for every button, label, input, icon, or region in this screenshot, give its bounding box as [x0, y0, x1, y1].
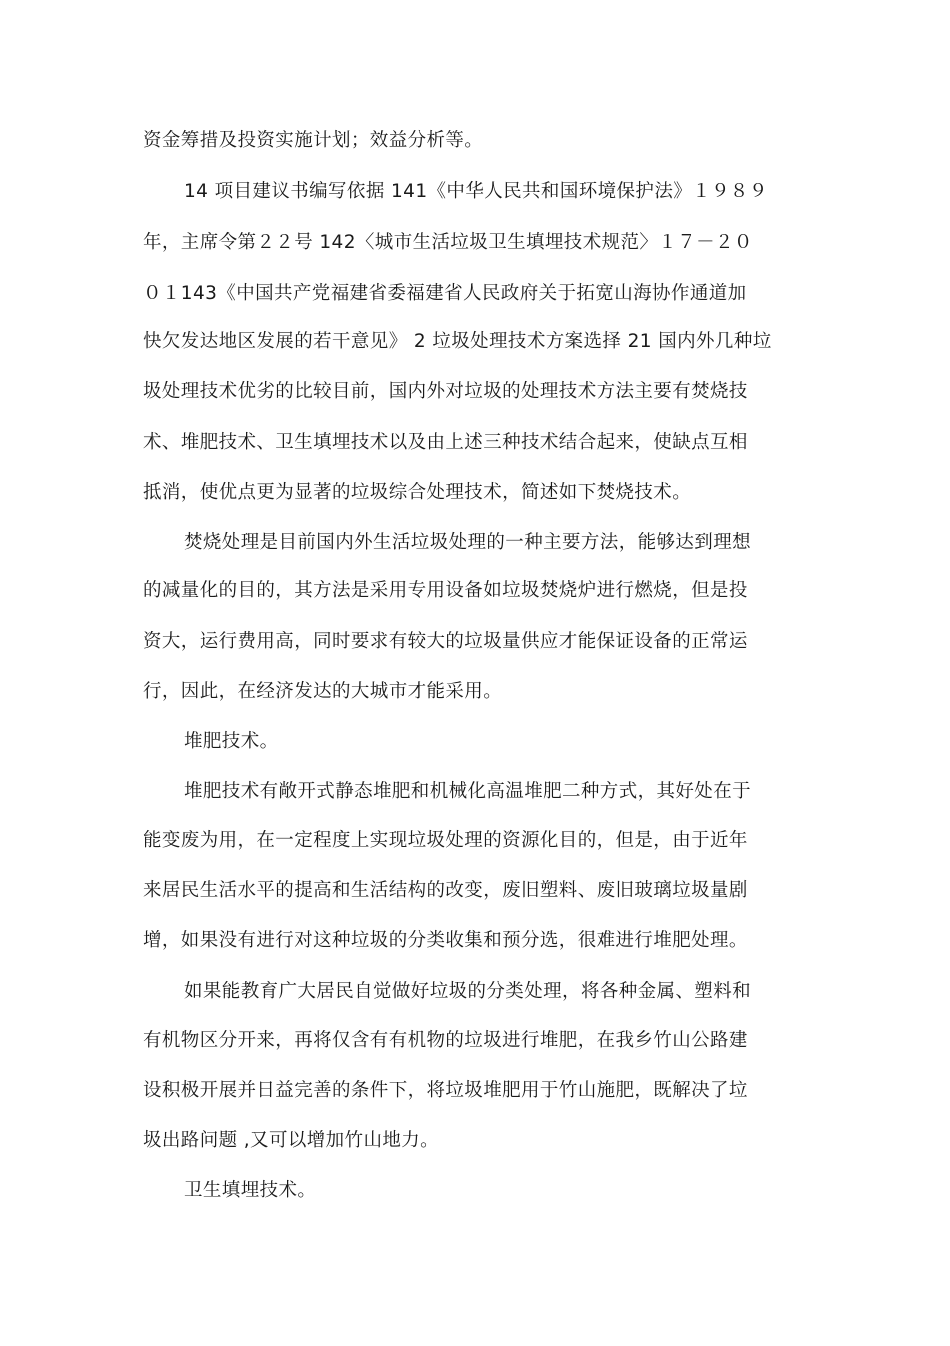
text-line-4: ０１143《中国共产党福建省委福建省人民政府关于拓宽山海协作通道加: [143, 283, 747, 304]
text-line-6: 圾处理技术优劣的比较目前，国内外对垃圾的处理技术方法主要有焚烧技: [143, 381, 748, 402]
text-line-13: 堆肥技术。: [184, 731, 279, 752]
text-line-1: 资金筹措及投资实施计划；效益分析等。: [143, 130, 484, 151]
text-line-12: 行，因此，在经济发达的大城市才能采用。: [143, 681, 503, 702]
text-line-9: 焚烧处理是目前国内外生活垃圾处理的一种主要方法，能够达到理想: [184, 532, 752, 553]
text-line-17: 增，如果没有进行对这种垃圾的分类收集和预分选，很难进行堆肥处理。: [143, 930, 748, 951]
text-line-10: 的减量化的目的，其方法是采用专用设备如垃圾焚烧炉进行燃烧，但是投: [143, 580, 748, 601]
text-line-14: 堆肥技术有敞开式静态堆肥和机械化高温堆肥二种方式，其好处在于: [184, 781, 752, 802]
text-line-8: 抵消，使优点更为显著的垃圾综合处理技术，简述如下焚烧技术。: [143, 482, 692, 503]
text-line-15: 能变废为用，在一定程度上实现垃圾处理的资源化目的，但是，由于近年: [143, 830, 748, 851]
text-line-20: 设积极开展并日益完善的条件下，将垃圾堆肥用于竹山施肥，既解决了垃: [143, 1080, 748, 1101]
text-line-7: 术、堆肥技术、卫生填埋技术以及由上述三种技术结合起来，使缺点互相: [143, 432, 748, 453]
text-line-16: 来居民生活水平的提高和生活结构的改变，废旧塑料、废旧玻璃垃圾量剧: [143, 880, 748, 901]
text-line-21: 圾出路问题 ,又可以增加竹山地力。: [143, 1130, 440, 1151]
text-line-22: 卫生填埋技术。: [184, 1180, 317, 1201]
text-line-18: 如果能教育广大居民自觉做好垃圾的分类处理，将各种金属、塑料和: [184, 981, 752, 1002]
text-line-5: 快欠发达地区发展的若干意见》 2 垃圾处理技术方案选择 21 国内外几种垃: [143, 331, 772, 352]
text-line-19: 有机物区分开来，再将仅含有有机物的垃圾进行堆肥，在我乡竹山公路建: [143, 1030, 748, 1051]
text-line-11: 资大，运行费用高，同时要求有较大的垃圾量供应才能保证设备的正常运: [143, 631, 748, 652]
text-line-2: 14 项目建议书编写依据 141《中华人民共和国环境保护法》１９８９: [184, 181, 768, 202]
text-line-3: 年，主席令第２２号 142〈城市生活垃圾卫生填埋技术规范〉１７－２０: [143, 232, 753, 253]
